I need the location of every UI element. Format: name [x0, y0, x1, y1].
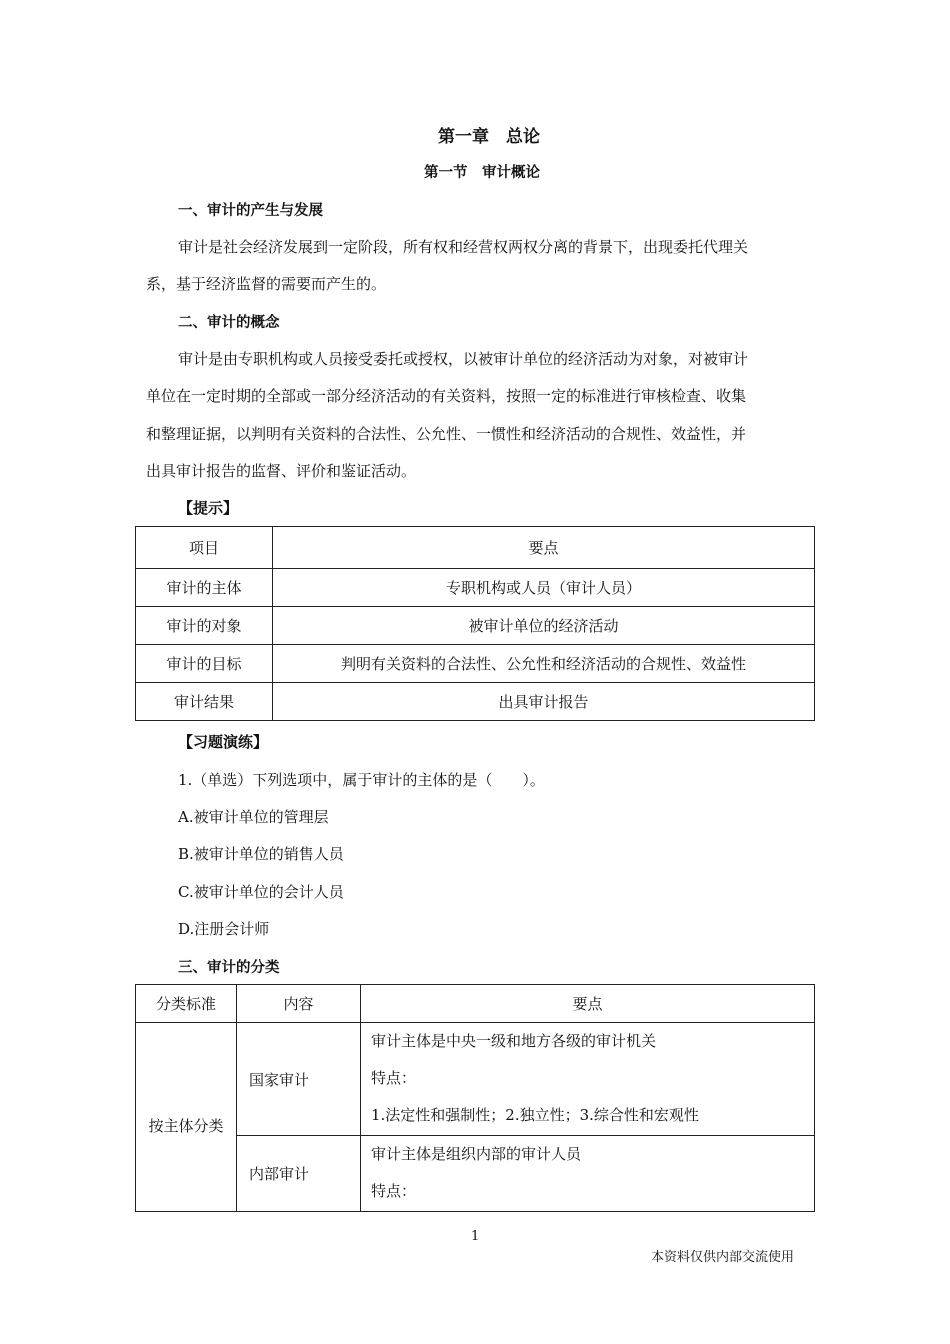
table-cell: 审计的主体: [136, 569, 273, 607]
table-cell: 审计的对象: [136, 607, 273, 645]
part2-para-line4: 出具审计报告的监督、评价和鉴证活动。: [146, 462, 417, 480]
table-row: [136, 569, 815, 607]
exercise-label: 【习题演练】: [178, 733, 269, 751]
table-header-cell: 项目: [136, 527, 273, 569]
table-cell: 审计的目标: [136, 645, 273, 683]
part1-para-line1: 审计是社会经济发展到一定阶段，所有权和经营权两权分离的背景下，出现委托代理关: [178, 238, 749, 256]
points-line: 审计主体是组织内部的审计人员: [371, 1145, 582, 1163]
table-row: [136, 607, 815, 645]
table-cell: 专职机构或人员（审计人员）: [273, 569, 815, 607]
tip-table: [135, 526, 815, 721]
part2-para-line3: 和整理证据，以判明有关资料的合法性、公允性、一惯性和经济活动的合规性、效益性，并: [146, 425, 747, 443]
exercise-option-b: B.被审计单位的销售人员: [178, 845, 344, 863]
exercise-option-a: A.被审计单位的管理层: [178, 808, 329, 826]
classification-table: [135, 984, 815, 1212]
exercise-question: 1.（单选）下列选项中，属于审计的主体的是（ ）。: [178, 771, 545, 789]
section-title: 第一节 审计概论: [424, 165, 540, 181]
table-row: [136, 645, 815, 683]
tip-label: 【提示】: [178, 499, 239, 517]
content-cell: 内部审计: [237, 1136, 361, 1212]
table-row: [136, 1023, 815, 1136]
table-header-cell: 分类标准: [136, 985, 237, 1023]
points-line: 审计主体是中央一级和地方各级的审计机关: [371, 1032, 657, 1050]
table-header-row: [136, 985, 815, 1023]
table-header-cell: 内容: [237, 985, 361, 1023]
part1-para-line2: 系，基于经济监督的需要而产生的。: [146, 275, 387, 293]
points-cell: [361, 1136, 815, 1212]
part2-para-line1: 审计是由专职机构或人员接受委托或授权，以被审计单位的经济活动为对象，对被审计: [178, 350, 749, 368]
footer-note: 本资料仅供内部交流使用: [651, 1250, 795, 1265]
table-cell: 审计结果: [136, 683, 273, 721]
table-cell: 判明有关资料的合法性、公允性和经济活动的合规性、效益性: [273, 645, 815, 683]
table-row: [136, 683, 815, 721]
part1-heading: 一、审计的产生与发展: [178, 203, 323, 219]
points-line: 1.法定性和强制性；2.独立性；3.综合性和宏观性: [371, 1106, 699, 1124]
part2-heading: 二、审计的概念: [178, 315, 280, 331]
page-number: 1: [471, 1229, 480, 1244]
exercise-option-c: C.被审计单位的会计人员: [178, 883, 344, 901]
table-cell: 被审计单位的经济活动: [273, 607, 815, 645]
table-row: [136, 1136, 815, 1212]
content-cell: 国家审计: [237, 1023, 361, 1136]
chapter-title: 第一章 总论: [438, 127, 540, 147]
table-header-row: [136, 527, 815, 569]
part3-heading: 三、审计的分类: [178, 960, 280, 976]
points-line: 特点：: [371, 1069, 417, 1087]
points-cell: [361, 1023, 815, 1136]
table-header-cell: 要点: [361, 985, 815, 1023]
table-header-cell: 要点: [273, 527, 815, 569]
table-cell: 出具审计报告: [273, 683, 815, 721]
part2-para-line2: 单位在一定时期的全部或一部分经济活动的有关资料，按照一定的标准进行审核检查、收集: [146, 387, 747, 405]
points-line: 特点：: [371, 1182, 417, 1200]
group-cell: 按主体分类: [136, 1023, 237, 1212]
exercise-option-d: D.注册会计师: [178, 920, 270, 938]
